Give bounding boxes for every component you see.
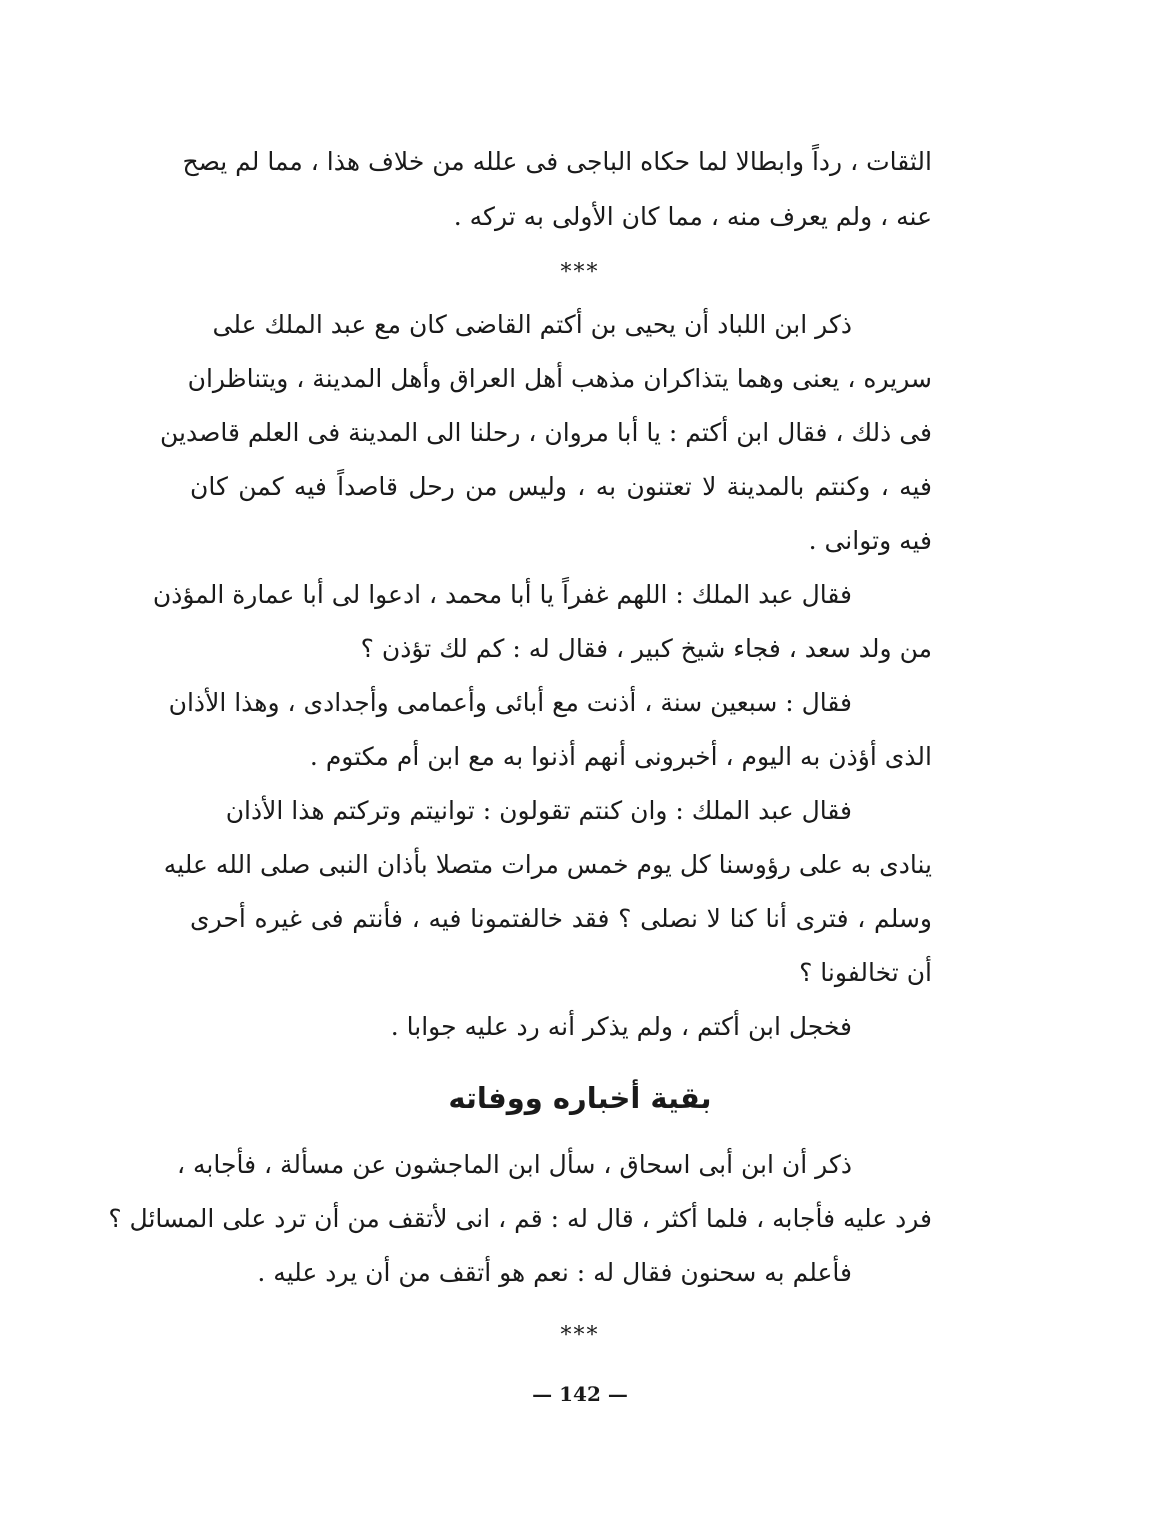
text-line: عنه ، ولم يعرف منه ، مما كان الأولى به تركه . xyxy=(453,202,932,231)
text-line: ذكر أن ابن أبى اسحاق ، سأل ابن الماجشون عن مسألة ، فأجابه ، xyxy=(177,1150,852,1179)
text-line: وسلم ، فترى أنا كنا لا نصلى ؟ فقد خالفتمونا فيه ، فأنتم فى غيره أحرى xyxy=(190,904,932,933)
text-line: فأعلم به سحنون فقال له : نعم هو أتقف من أن يرد عليه . xyxy=(257,1258,852,1287)
text-line: فخجل ابن أكتم ، ولم يذكر أنه رد عليه جوابا . xyxy=(390,1012,852,1041)
text-line: سريره ، يعنى وهما يتذاكران مذهب أهل العراق وأهل المدينة ، ويتناظران xyxy=(187,364,932,393)
text-line: فقال عبد الملك : وان كنتم تقولون : توانيتم وتركتم هذا الأذان xyxy=(225,796,852,825)
section-separator: *** xyxy=(560,1323,600,1348)
text-line: ينادى به على رؤوسنا كل يوم خمس مرات متصلا بأذان النبى صلى الله عليه xyxy=(163,850,932,879)
text-line: فيه ، وكنتم بالمدينة لا تعتنون به ، وليس من رحل قاصداً فيه كمن كان xyxy=(190,472,932,501)
text-line: من ولد سعد ، فجاء شيخ كبير ، فقال له : كم لك تؤذن ؟ xyxy=(360,634,932,663)
text-line: فرد عليه فأجابه ، فلما أكثر ، قال له : قم ، انى لأتقف من أن ترد على المسائل ؟ xyxy=(108,1204,932,1233)
text-line: فقال عبد الملك : اللهم غفراً يا أبا محمد ، ادعوا لى أبا عمارة المؤذن xyxy=(152,580,852,609)
text-line: الثقات ، رداً وابطالا لما حكاه الباجى فى علله من خلاف هذا ، مما لم يصح xyxy=(182,147,932,176)
section-separator: *** xyxy=(560,260,600,285)
text-line: الذى أؤذن به اليوم ، أخبرونى أنهم أذنوا به مع ابن أم مكتوم . xyxy=(309,742,932,771)
text-line: فيه وتوانى . xyxy=(808,526,932,555)
text-line: أن تخالفونا ؟ xyxy=(799,958,932,987)
text-line: فى ذلك ، فقال ابن أكتم : يا أبا مروان ، رحلنا الى المدينة فى العلم قاصدين xyxy=(160,418,932,447)
section-heading: بقية أخباره ووفاته xyxy=(448,1081,712,1115)
page-number: — 142 — xyxy=(532,1382,628,1406)
text-line: فقال : سبعين سنة ، أذنت مع أبائى وأعمامى وأجدادى ، وهذا الأذان xyxy=(168,688,852,717)
text-line: ذكر ابن اللباد أن يحيى بن أكتم القاضى كان مع عبد الملك على xyxy=(212,310,852,339)
